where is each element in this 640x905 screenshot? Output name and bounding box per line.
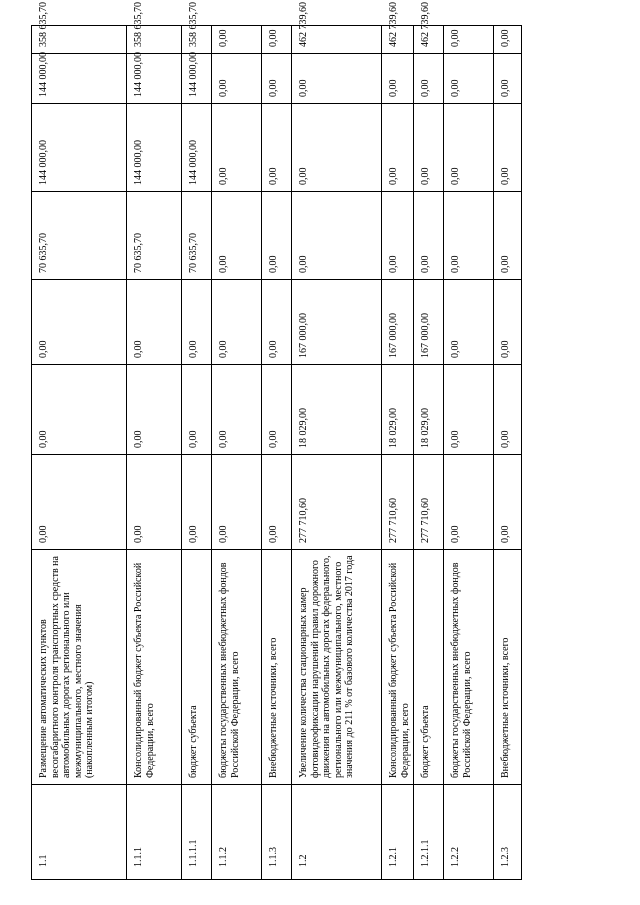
value-cell: 144 000,00 (32, 54, 127, 104)
value-cell: 0,00 (382, 104, 414, 192)
value-cell: 0,00 (444, 455, 494, 550)
value-cell: 0,00 (292, 54, 382, 104)
value-cell: 144 000,00 (32, 104, 127, 192)
value-cell: 0,00 (382, 54, 414, 104)
value-cell: 0,00 (127, 365, 182, 455)
table-row (212, 26, 262, 880)
row-name: бюджет субъекта (414, 550, 444, 785)
value-cell: 0,00 (444, 280, 494, 365)
table-row (414, 26, 444, 880)
row-name: бюджет субъекта (182, 550, 212, 785)
table-row (262, 26, 292, 880)
value-cell: 70 635,70 (182, 192, 212, 280)
table-row (382, 26, 414, 880)
value-cell: 0,00 (444, 26, 494, 54)
value-cell: 0,00 (494, 365, 522, 455)
value-cell: 0,00 (494, 280, 522, 365)
value-cell: 0,00 (182, 365, 212, 455)
budget-table-body (32, 2, 522, 880)
row-name: Консолидированный бюджет субъекта Российской Федерации, всего (127, 550, 182, 785)
row-code: 1.1 (32, 785, 127, 880)
value-cell: 144 000,00 (127, 54, 182, 104)
value-cell: 167 000,00 (414, 280, 444, 365)
value-cell: 167 000,00 (382, 280, 414, 365)
table-row (494, 26, 522, 880)
value-cell: 0,00 (444, 54, 494, 104)
value-cell: 277 710,60 (382, 455, 414, 550)
row-name: бюджеты государственных внебюджетных фондов Российской Федерации, всего (444, 550, 494, 785)
row-name: бюджеты государственных внебюджетных фондов Российской Федерации, всего (212, 550, 262, 785)
value-cell: 462 739,60 (414, 26, 444, 54)
budget-table (31, 2, 522, 880)
table-row (182, 26, 212, 880)
value-cell: 0,00 (262, 192, 292, 280)
value-cell: 0,00 (414, 104, 444, 192)
value-cell: 0,00 (444, 104, 494, 192)
value-cell: 18 029,00 (414, 365, 444, 455)
value-cell: 0,00 (262, 104, 292, 192)
value-cell: 0,00 (212, 26, 262, 54)
value-cell: 0,00 (414, 54, 444, 104)
row-code: 1.2.3 (494, 785, 522, 880)
value-cell: 18 029,00 (382, 365, 414, 455)
row-code: 1.2.1.1 (414, 785, 444, 880)
value-cell: 0,00 (182, 280, 212, 365)
row-name: Внебюджетные источники, всего (262, 550, 292, 785)
value-cell: 0,00 (127, 280, 182, 365)
value-cell: 0,00 (212, 192, 262, 280)
value-cell: 358 635,70 (127, 26, 182, 54)
row-name: Размещение автоматических пунктов весогабаритного контроля транспортных средств на автомобильных дорогах регионального или межмуниципального, местного значения (накопленным итогом) (32, 550, 127, 785)
value-cell: 0,00 (262, 455, 292, 550)
value-cell: 462 739,60 (382, 26, 414, 54)
value-cell: 0,00 (32, 280, 127, 365)
value-cell: 0,00 (444, 365, 494, 455)
row-code: 1.1.1 (127, 785, 182, 880)
rotated-table-container (31, 2, 521, 880)
value-cell: 0,00 (212, 54, 262, 104)
value-cell: 0,00 (262, 365, 292, 455)
value-cell: 358 635,70 (182, 26, 212, 54)
value-cell: 0,00 (414, 192, 444, 280)
value-cell: 0,00 (292, 104, 382, 192)
row-name: Увеличение количества стационарных камер фотовидеофиксации нарушений правил дорожного движения на автомобильных дорогах федерального, регионального или межмуниципального, местного значения до 211 % от базового количества 2017 года (292, 550, 382, 785)
value-cell: 0,00 (494, 54, 522, 104)
value-cell: 0,00 (32, 455, 127, 550)
value-cell: 0,00 (212, 280, 262, 365)
row-code: 1.1.3 (262, 785, 292, 880)
value-cell: 144 000,00 (182, 104, 212, 192)
row-code: 1.2 (292, 785, 382, 880)
value-cell: 167 000,00 (292, 280, 382, 365)
value-cell: 0,00 (494, 192, 522, 280)
value-cell: 277 710,60 (292, 455, 382, 550)
value-cell: 0,00 (292, 192, 382, 280)
value-cell: 0,00 (127, 455, 182, 550)
value-cell: 0,00 (262, 54, 292, 104)
value-cell: 0,00 (262, 280, 292, 365)
row-code: 1.1.1.1 (182, 785, 212, 880)
value-cell: 277 710,60 (414, 455, 444, 550)
value-cell: 0,00 (212, 455, 262, 550)
value-cell: 358 635,70 (32, 26, 127, 54)
row-name: Консолидированный бюджет субъекта Российской Федерации, всего (382, 550, 414, 785)
value-cell: 0,00 (212, 365, 262, 455)
value-cell: 0,00 (212, 104, 262, 192)
value-cell: 144 000,00 (182, 54, 212, 104)
row-code: 1.2.2 (444, 785, 494, 880)
table-row (127, 26, 182, 880)
table-row (32, 26, 127, 880)
value-cell: 0,00 (32, 365, 127, 455)
row-code: 1.2.1 (382, 785, 414, 880)
value-cell: 0,00 (494, 104, 522, 192)
row-name: Внебюджетные источники, всего (494, 550, 522, 785)
table-row (444, 26, 494, 880)
value-cell: 70 635,70 (32, 192, 127, 280)
value-cell: 18 029,00 (292, 365, 382, 455)
value-cell: 0,00 (182, 455, 212, 550)
table-row (292, 26, 382, 880)
value-cell: 462 739,60 (292, 26, 382, 54)
value-cell: 0,00 (494, 455, 522, 550)
value-cell: 0,00 (382, 192, 414, 280)
value-cell: 0,00 (494, 26, 522, 54)
value-cell: 0,00 (444, 192, 494, 280)
value-cell: 144 000,00 (127, 104, 182, 192)
value-cell: 70 635,70 (127, 192, 182, 280)
value-cell: 0,00 (262, 26, 292, 54)
row-code: 1.1.2 (212, 785, 262, 880)
